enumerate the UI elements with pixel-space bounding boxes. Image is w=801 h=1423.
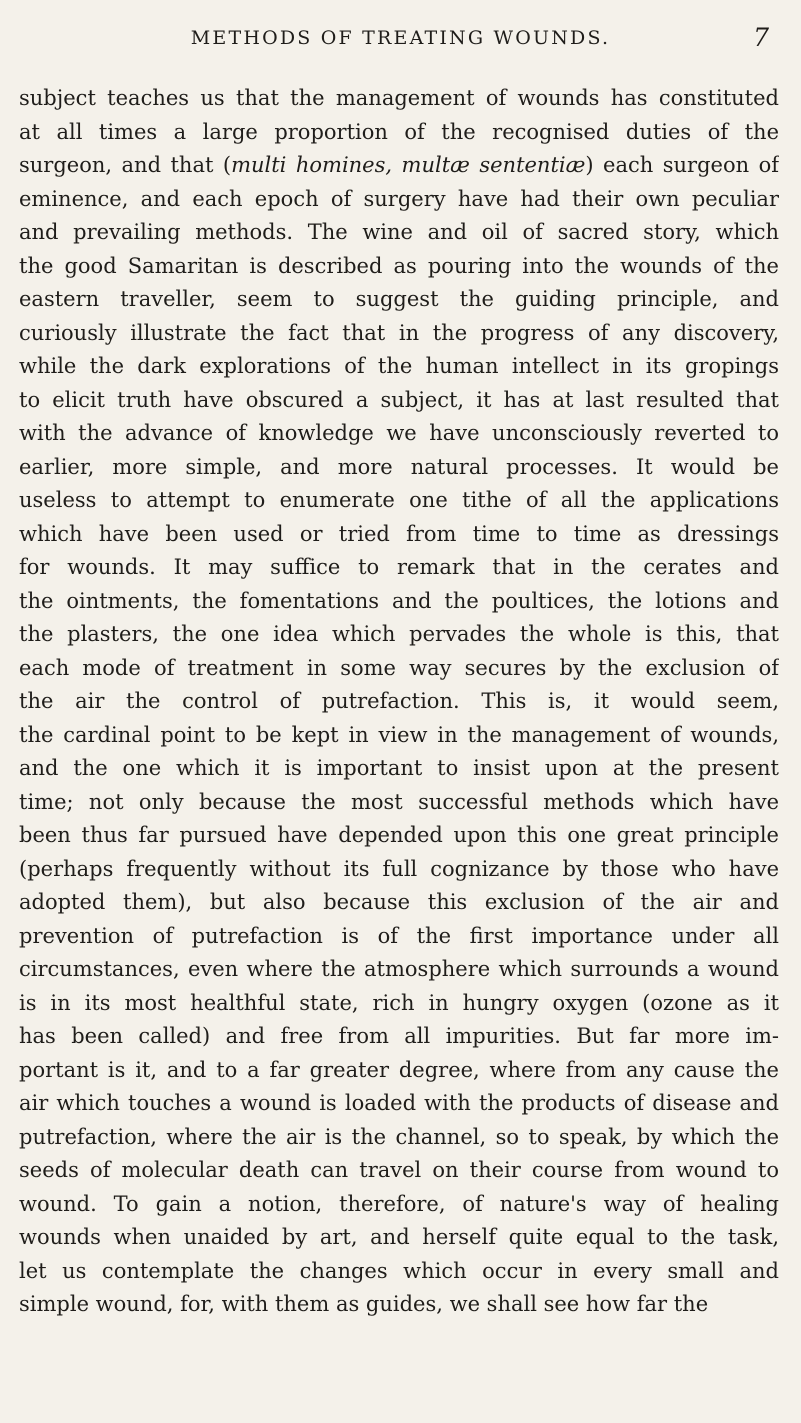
text-line: time; not only because the most successful methods which have xyxy=(19,789,779,814)
text-line-with-italic xyxy=(19,149,779,183)
text-line: the cardinal point to be kept in view in the management of wounds, xyxy=(19,722,779,747)
text-line: subject teaches us that the management of wounds has constituted xyxy=(19,86,779,110)
text-line: with the advance of knowledge we have unconsciously reverted to xyxy=(19,421,779,445)
text-line: the good Samaritan is described as pouring into the wounds of the xyxy=(19,253,779,278)
text-line: for wounds. It may suffice to remark that in the cerates and xyxy=(19,555,779,579)
text-line: eminence, and each epoch of surgery have had their own peculiar xyxy=(19,186,779,211)
text-line: to elicit truth have obscured a subject, it has at last resulted that xyxy=(19,387,779,412)
text-line: adopted them), but also because this exclusion of the air and xyxy=(19,890,779,914)
page-number: 7 xyxy=(753,23,769,52)
text-line: wound. To gain a notion, therefore, of nature's way of healing xyxy=(19,1191,779,1216)
text-line: wounds when unaided by art, and herself quite equal to the task, xyxy=(19,1225,779,1249)
text-segment: ) each surgeon of xyxy=(585,153,779,177)
text-line: useless to attempt to enumerate one tithe of all the applications xyxy=(19,488,779,512)
text-line: the ointments, the fomentations and the poultices, the lotions and xyxy=(19,588,779,613)
text-line: earlier, more simple, and more natural processes. It would be xyxy=(19,454,779,479)
text-line: circumstances, even where the atmosphere which surrounds a wound xyxy=(19,957,779,981)
text-line: while the dark explorations of the human intellect in its gropings xyxy=(19,354,779,378)
text-line: eastern traveller, seem to suggest the guiding principle, and xyxy=(19,287,779,311)
text-line: let us contemplate the changes which occur in every small and xyxy=(19,1258,779,1283)
text-line: at all times a large proportion of the recognised duties of the xyxy=(19,119,779,144)
text-line: prevention of putrefaction is of the first importance under all xyxy=(19,923,779,948)
text-line: curiously illustrate the fact that in the progress of any discovery, xyxy=(19,320,779,345)
text-line: portant is it, and to a far greater degree, where from any cause the xyxy=(19,1057,779,1082)
text-line: air which touches a wound is loaded with the products of disease and xyxy=(19,1091,779,1115)
running-head: METHODS OF TREATING WOUNDS. xyxy=(190,27,611,49)
page-header xyxy=(0,24,801,52)
text-line: which have been used or tried from time to time as dressings xyxy=(19,521,779,546)
text-line: seeds of molecular death can travel on their course from wound to xyxy=(19,1158,779,1182)
text-line: the plasters, the one idea which pervades the whole is this, that xyxy=(19,622,779,646)
text-line: simple wound, for, with them as guides, we shall see how far the xyxy=(19,1292,709,1316)
text-line: been thus far pursued have depended upon this one great principle xyxy=(19,823,779,847)
text-segment: surgeon, and that ( xyxy=(19,153,232,177)
text-line: and prevailing methods. The wine and oil of sacred story, which xyxy=(19,220,779,244)
text-line: is in its most healthful state, rich in hungry oxygen (ozone as it xyxy=(19,990,779,1015)
text-line: and the one which it is important to insist upon at the present xyxy=(19,756,779,780)
text-line: (perhaps frequently without its full cognizance by those who have xyxy=(19,856,779,881)
text-line: putrefaction, where the air is the channel, so to speak, by which the xyxy=(19,1124,779,1149)
body-text xyxy=(19,82,779,1322)
text-line: the air the control of putrefaction. This is, it would seem, xyxy=(19,689,779,713)
text-line: has been called) and free from all impurities. But far more im- xyxy=(19,1024,779,1048)
latin-phrase: multi homines, multæ sententiæ xyxy=(231,153,586,177)
text-line: each mode of treatment in some way secures by the exclusion of xyxy=(19,655,779,680)
